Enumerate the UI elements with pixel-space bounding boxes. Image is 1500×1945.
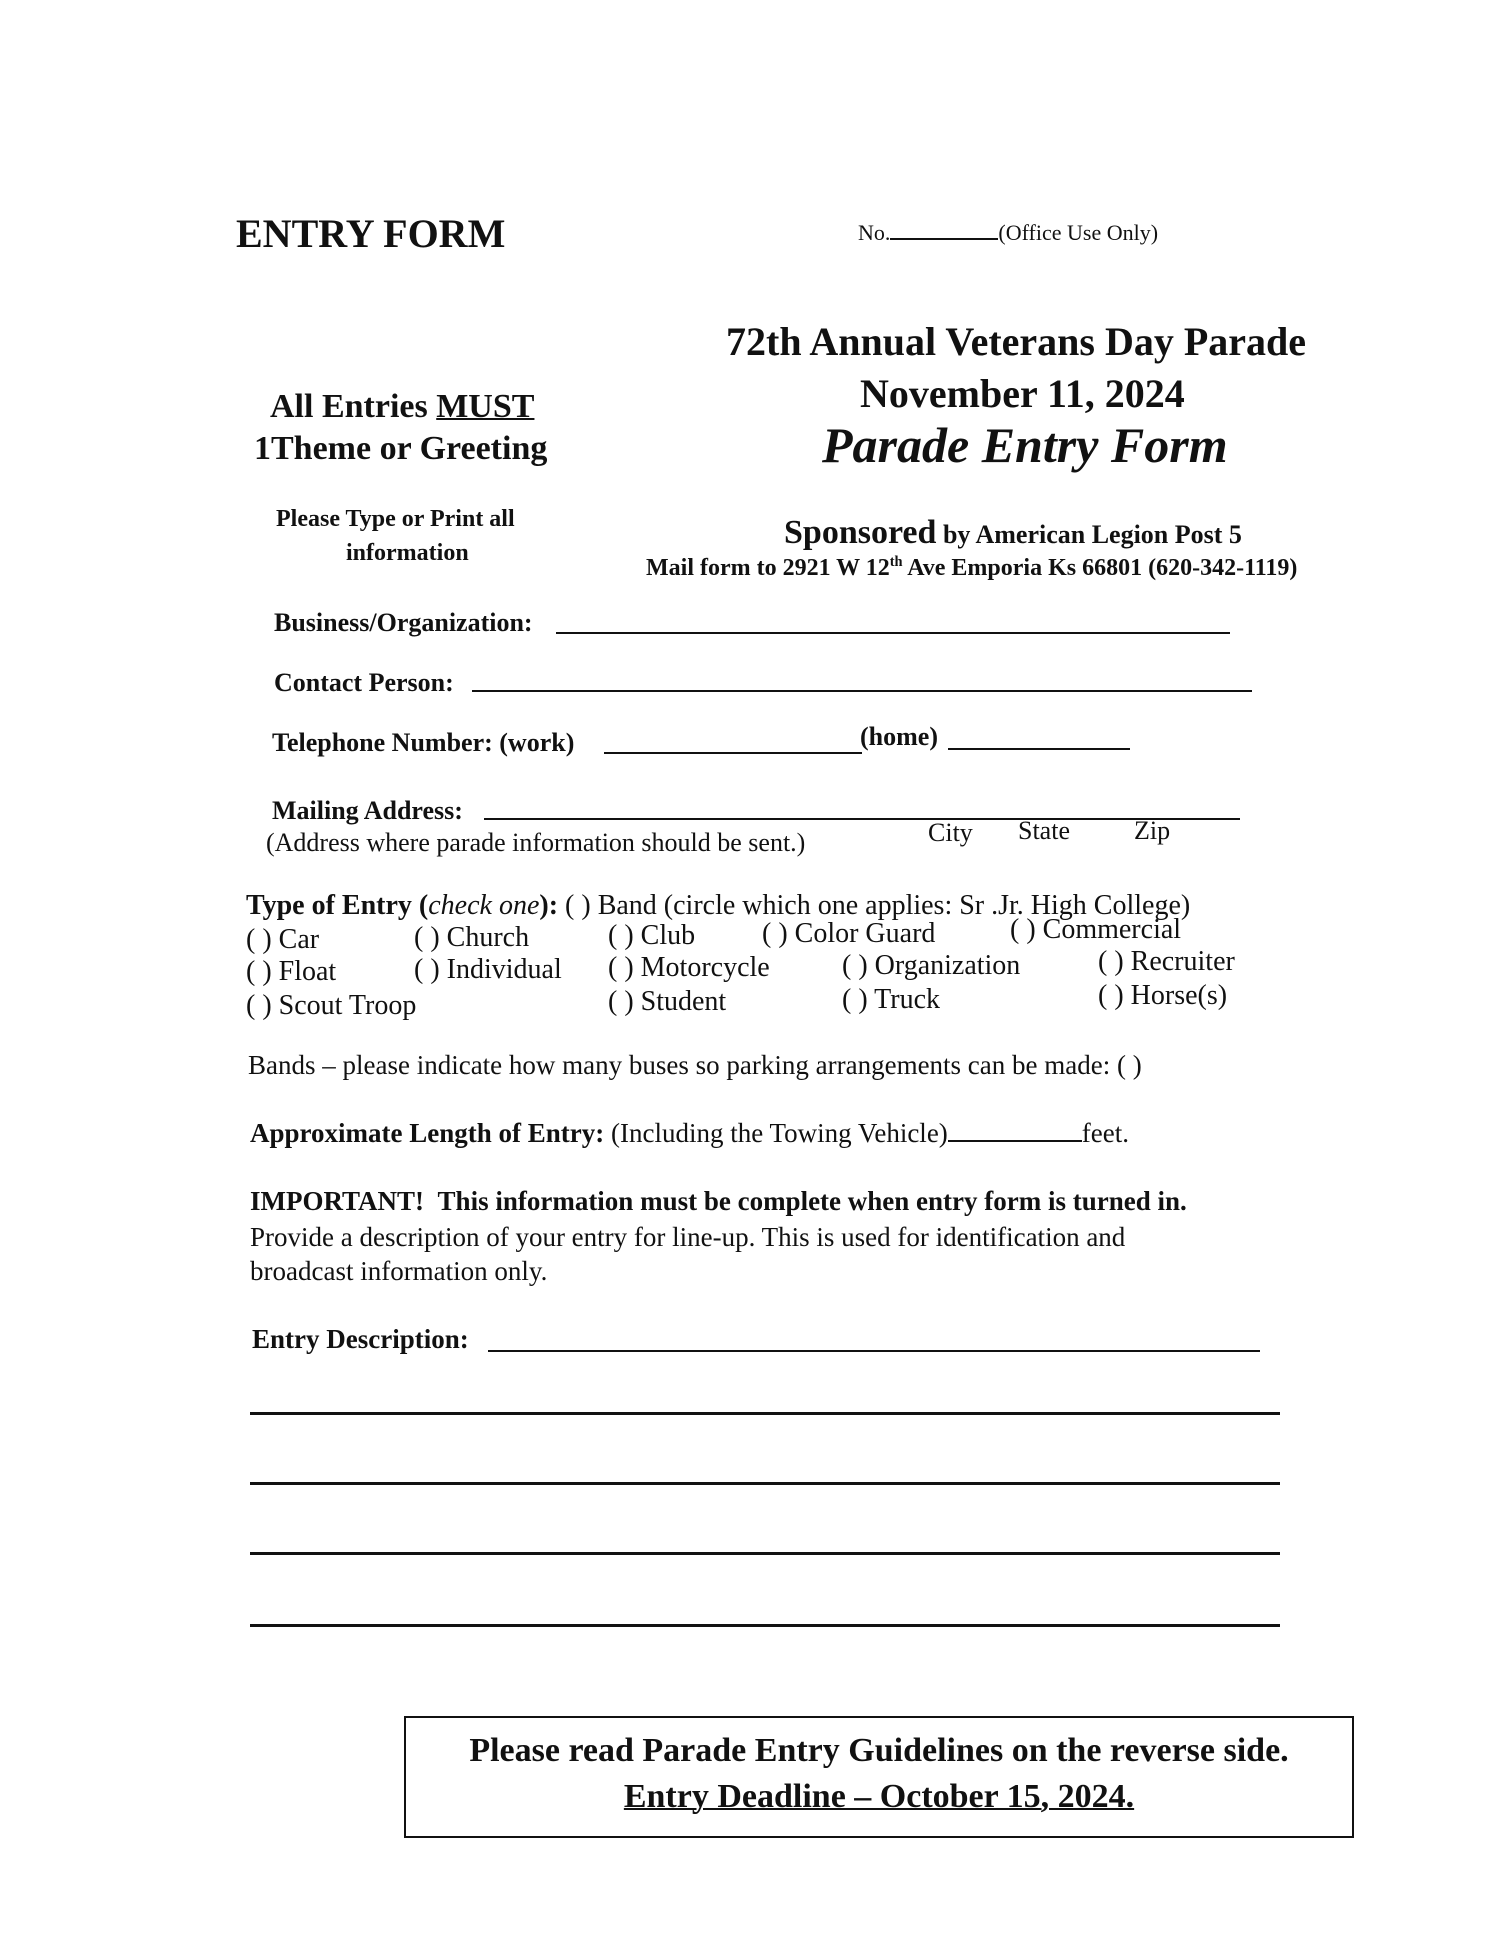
entries-notice-prefix: All Entries	[270, 388, 437, 425]
business-label: Business/Organization:	[274, 608, 533, 637]
entry-option-church[interactable]: ( ) Church	[414, 922, 530, 953]
telephone-work-label: Telephone Number: (work)	[272, 728, 575, 757]
business-field[interactable]	[556, 632, 1230, 634]
entry-type-line: Type of Entry (check one): ( ) Band (circle which one applies: Sr .Jr. High College)	[246, 890, 1191, 921]
entries-notice-emphasis: MUST	[436, 388, 535, 425]
entry-description-line-3[interactable]	[250, 1482, 1280, 1485]
important-line2: Provide a description of your entry for line-up. This is used for identification and	[250, 1222, 1126, 1252]
entries-notice-line1	[270, 388, 534, 426]
mailing-address-field[interactable]	[484, 818, 1240, 820]
check-one-note: check one	[428, 890, 540, 921]
telephone-home-label: (home)	[860, 722, 938, 751]
mail-instructions	[646, 554, 1297, 582]
sponsor-line	[784, 514, 1242, 552]
important-lead: IMPORTANT!	[250, 1186, 425, 1216]
entry-description-line-5[interactable]	[250, 1624, 1280, 1627]
mail-address-suffix: Ave Emporia Ks 66801 (620-342-1119)	[902, 555, 1298, 581]
entry-length-field[interactable]	[948, 1140, 1082, 1142]
entry-length-note: (Including the Towing Vehicle)	[604, 1118, 948, 1148]
important-line1	[250, 1186, 1187, 1217]
entry-type-label: Type of Entry	[246, 890, 412, 921]
telephone-home-field[interactable]	[948, 748, 1130, 750]
mail-address-prefix: Mail form to 2921 W 12	[646, 555, 890, 581]
mailing-address-note: (Address where parade information should be sent.)	[266, 828, 806, 857]
entry-option-scout-troop[interactable]: ( ) Scout Troop	[246, 990, 417, 1021]
mail-address-sup: th	[889, 554, 903, 570]
important-line3: broadcast information only.	[250, 1256, 548, 1286]
bands-buses-note: Bands – please indicate how many buses so parking arrangements can be made: ( )	[248, 1050, 1142, 1080]
office-number-field[interactable]	[890, 238, 998, 240]
contact-field[interactable]	[472, 690, 1252, 692]
entry-option-organization[interactable]: ( ) Organization	[842, 950, 1021, 981]
entry-option-float[interactable]: ( ) Float	[246, 956, 337, 987]
entries-notice-line2: 1Theme or Greeting	[254, 430, 548, 467]
print-instruction-2: information	[346, 540, 469, 566]
city-label: City	[928, 818, 973, 847]
form-name: Parade Entry Form	[822, 417, 1228, 473]
telephone-work-field[interactable]	[604, 752, 862, 754]
important-text: This information must be complete when entry form is turned in.	[437, 1186, 1187, 1216]
guidelines-notice: Please read Parade Entry Guidelines on the reverse side.	[469, 1732, 1289, 1769]
contact-label: Contact Person:	[274, 668, 454, 697]
entry-option-recruiter[interactable]: ( ) Recruiter	[1098, 946, 1235, 977]
entry-option-truck[interactable]: ( ) Truck	[842, 984, 941, 1015]
guidelines-notice-box	[404, 1716, 1354, 1838]
entry-description-line-4[interactable]	[250, 1552, 1280, 1555]
sponsored-word: Sponsored	[784, 514, 937, 551]
entry-option-commercial[interactable]: ( ) Commercial	[1010, 914, 1182, 945]
entry-description-line-2[interactable]	[250, 1412, 1280, 1415]
print-instruction-1: Please Type or Print all	[276, 506, 515, 532]
event-date: November 11, 2024	[860, 371, 1185, 416]
entry-option-color-guard[interactable]: ( ) Color Guard	[762, 918, 936, 949]
state-label: State	[1018, 816, 1070, 845]
entry-option-car[interactable]: ( ) Car	[246, 924, 320, 955]
entry-option-club[interactable]: ( ) Club	[608, 920, 696, 951]
mailing-address-label: Mailing Address:	[272, 796, 463, 825]
office-number-label: No.	[858, 220, 891, 245]
entry-description-field[interactable]	[488, 1350, 1260, 1352]
entry-deadline: Entry Deadline – October 15, 2024.	[623, 1778, 1135, 1815]
entry-option-student[interactable]: ( ) Student	[608, 986, 727, 1017]
entry-option-band[interactable]: ( ) Band (circle which one applies: Sr .Jr. High College)	[565, 890, 1191, 921]
entry-option-motorcycle[interactable]: ( ) Motorcycle	[608, 952, 770, 983]
entry-option-horses[interactable]: ( ) Horse(s)	[1098, 980, 1228, 1011]
event-title: 72th Annual Veterans Day Parade	[726, 319, 1307, 364]
entry-option-individual[interactable]: ( ) Individual	[414, 954, 562, 985]
office-number	[858, 220, 1158, 246]
sponsor-name: by American Legion Post 5	[936, 520, 1242, 549]
entry-length-unit: feet.	[1081, 1118, 1130, 1148]
entry-length-label: Approximate Length of Entry:	[250, 1118, 605, 1148]
form-label: ENTRY FORM	[236, 211, 506, 256]
entry-description-label: Entry Description:	[252, 1324, 469, 1354]
office-use-note: (Office Use Only)	[998, 220, 1159, 245]
entry-length-line	[250, 1118, 1129, 1149]
zip-label: Zip	[1134, 816, 1171, 845]
